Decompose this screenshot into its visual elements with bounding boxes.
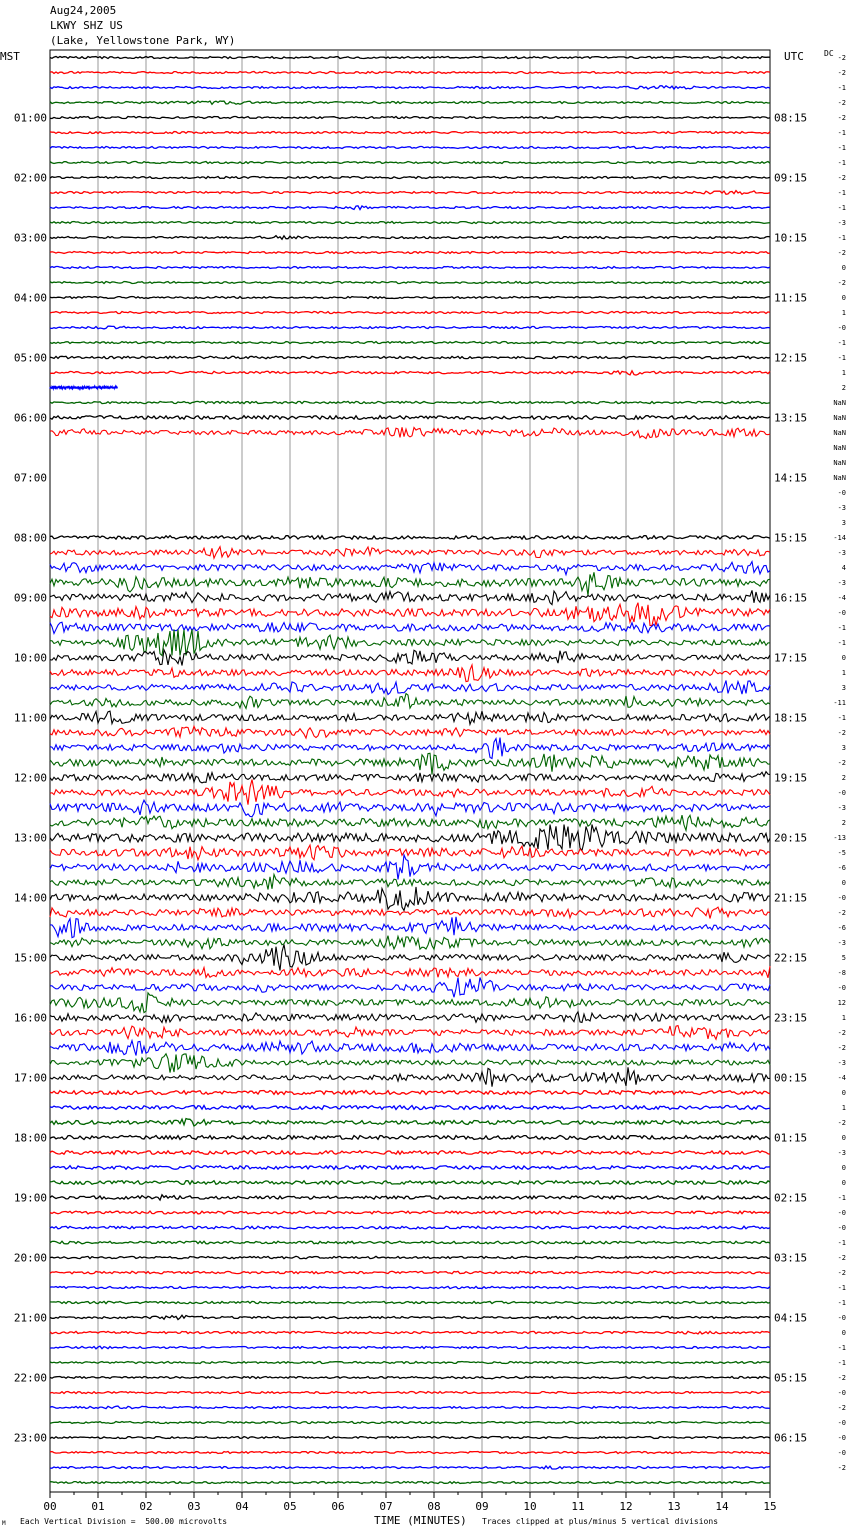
left-hour-label: 06:00	[13, 411, 47, 425]
dc-offset-label: 0	[841, 294, 846, 302]
dc-offset-label: -2	[837, 54, 846, 62]
x-tick-label: 08	[427, 1500, 441, 1513]
dc-offset-label: 0	[841, 654, 846, 662]
x-tick-label: 01	[91, 1500, 105, 1513]
left-hour-label: 11:00	[13, 711, 47, 725]
dc-column-label: DC	[824, 49, 834, 58]
trace-line	[50, 132, 770, 134]
trace-line	[50, 978, 770, 998]
dc-offset-label: -1	[837, 129, 846, 137]
trace-line	[50, 711, 770, 724]
trace-line	[50, 726, 770, 738]
right-hour-label: 13:15	[774, 411, 808, 425]
trace-line	[50, 1286, 770, 1288]
right-hour-label: 16:15	[774, 591, 808, 605]
dc-offset-label: -0	[837, 1419, 846, 1427]
left-hour-label: 19:00	[13, 1191, 47, 1205]
right-hour-label: 01:15	[774, 1131, 808, 1145]
trace-line	[50, 966, 770, 978]
dc-offset-label: 0	[841, 1134, 846, 1142]
trace-line	[50, 1331, 770, 1334]
trace-line	[50, 191, 770, 195]
dc-offset-label: -1	[837, 1359, 846, 1367]
left-hour-label: 23:00	[13, 1431, 47, 1445]
dc-offset-label: -0	[837, 1434, 846, 1442]
trace-line	[50, 147, 770, 149]
trace-line	[50, 252, 770, 254]
trace-line	[50, 603, 770, 626]
trace-line	[50, 1026, 770, 1040]
seismic-traces	[50, 57, 770, 1484]
dc-offset-label: -6	[837, 924, 846, 932]
trace-line	[50, 356, 770, 358]
trace-line	[50, 1181, 770, 1185]
trace-line	[50, 117, 770, 119]
trace-line	[50, 1041, 770, 1056]
dc-offset-label: -0	[837, 1389, 846, 1397]
trace-line	[50, 1195, 770, 1200]
x-tick-label: 11	[571, 1500, 585, 1513]
left-timezone-label: MST	[0, 50, 20, 63]
trace-line	[50, 267, 770, 269]
right-hour-label: 14:15	[774, 471, 808, 485]
trace-line	[50, 907, 770, 918]
trace-line	[50, 1406, 770, 1409]
trace-line	[50, 1377, 770, 1379]
dc-offset-label: NaN	[833, 399, 846, 407]
dc-offset-label: -2	[837, 1044, 846, 1052]
dc-offset-label: -13	[833, 834, 846, 842]
trace-line	[50, 945, 770, 971]
trace-line	[50, 800, 770, 817]
trace-line	[50, 772, 770, 783]
right-hour-label: 18:15	[774, 711, 808, 725]
x-tick-label: 03	[187, 1500, 201, 1513]
trace-line	[50, 162, 770, 164]
trace-line	[50, 206, 770, 210]
left-hour-label: 15:00	[13, 951, 47, 965]
left-hour-label: 16:00	[13, 1011, 47, 1025]
dc-offset-label: -3	[837, 1149, 846, 1157]
dc-offset-label: -2	[837, 909, 846, 917]
dc-offset-label: -0	[837, 609, 846, 617]
trace-line	[50, 815, 770, 830]
trace-line	[50, 1482, 770, 1484]
dc-offset-label: -0	[837, 1224, 846, 1232]
trace-line	[50, 936, 770, 950]
x-tick-label: 04	[235, 1500, 249, 1513]
right-hour-label: 12:15	[774, 351, 808, 365]
right-hour-label: 04:15	[774, 1311, 808, 1325]
dc-offset-label: -8	[837, 969, 846, 977]
dc-offset-label: -11	[833, 699, 846, 707]
dc-offset-label: -3	[837, 549, 846, 557]
dc-offset-label: -1	[837, 84, 846, 92]
left-hour-label: 13:00	[13, 831, 47, 845]
dc-offset-label: -3	[837, 504, 846, 512]
trace-line	[50, 1012, 770, 1023]
dc-offset-label: 0	[841, 879, 846, 887]
trace-line	[50, 1315, 770, 1319]
trace-line	[50, 1067, 770, 1086]
trace-line	[50, 622, 770, 633]
trace-line	[50, 665, 770, 682]
dc-offset-label: -6	[837, 864, 846, 872]
trace-line	[50, 562, 770, 575]
chart-labels	[14, 54, 846, 1513]
dc-offset-label: -2	[837, 1464, 846, 1472]
right-hour-label: 02:15	[774, 1191, 808, 1205]
right-hour-label: 09:15	[774, 171, 808, 185]
dc-offset-label: 0	[841, 1164, 846, 1172]
dc-offset-label: -1	[837, 144, 846, 152]
left-hour-label: 20:00	[13, 1251, 47, 1265]
dc-offset-label: -1	[837, 639, 846, 647]
trace-line	[50, 887, 770, 911]
left-hour-label: 08:00	[13, 531, 47, 545]
trace-line	[50, 1466, 770, 1469]
right-hour-label: 21:15	[774, 891, 808, 905]
left-hour-label: 01:00	[13, 111, 47, 125]
dc-offset-label: 3	[841, 744, 846, 752]
dc-offset-label: -1	[837, 714, 846, 722]
dc-offset-label: NaN	[833, 459, 846, 467]
trace-line	[50, 1346, 770, 1349]
trace-line	[50, 297, 770, 299]
dc-offset-label: -3	[837, 579, 846, 587]
dc-offset-label: -1	[837, 354, 846, 362]
trace-line	[50, 1362, 770, 1364]
left-hour-label: 17:00	[13, 1071, 47, 1085]
dc-offset-label: -4	[837, 1074, 846, 1082]
dc-offset-label: -1	[837, 1344, 846, 1352]
trace-line	[50, 1437, 770, 1439]
right-hour-label: 19:15	[774, 771, 808, 785]
dc-offset-label: NaN	[833, 444, 846, 452]
x-tick-label: 14	[715, 1500, 729, 1513]
trace-line	[50, 312, 770, 314]
header-date: Aug24,2005	[50, 4, 117, 17]
dc-offset-label: 4	[841, 564, 846, 572]
dc-offset-label: -3	[837, 939, 846, 947]
dc-offset-label: -4	[837, 594, 846, 602]
trace-line	[50, 86, 770, 89]
dc-offset-label: NaN	[833, 429, 846, 437]
dc-offset-label: -1	[837, 1239, 846, 1247]
trace-line	[50, 1241, 770, 1244]
trace-line	[50, 590, 770, 604]
x-tick-label: 10	[523, 1500, 537, 1513]
x-tick-label: 07	[379, 1500, 393, 1513]
trace-line	[50, 282, 770, 284]
dc-offset-label: 3	[841, 684, 846, 692]
trace-line	[50, 547, 770, 559]
x-tick-label: 12	[619, 1500, 633, 1513]
dc-offset-label: 0	[841, 1089, 846, 1097]
trace-line	[50, 1166, 770, 1170]
x-tick-label: 13	[667, 1500, 681, 1513]
trace-line	[50, 1106, 770, 1110]
dc-offset-label: -2	[837, 1029, 846, 1037]
dc-offset-label: -2	[837, 1254, 846, 1262]
dc-offset-label: -0	[837, 1209, 846, 1217]
trace-line	[50, 1452, 770, 1454]
x-tick-label: 15	[763, 1500, 777, 1513]
x-tick-label: 05	[283, 1500, 297, 1513]
trace-line	[50, 738, 770, 759]
dc-offset-label: -0	[837, 324, 846, 332]
trace-line	[50, 1256, 770, 1258]
x-axis-title: TIME (MINUTES)	[374, 1514, 467, 1527]
dc-offset-label: -1	[837, 189, 846, 197]
right-hour-label: 23:15	[774, 1011, 808, 1025]
dc-offset-label: -1	[837, 624, 846, 632]
trace-line	[50, 753, 770, 774]
left-hour-label: 09:00	[13, 591, 47, 605]
trace-line	[50, 401, 770, 403]
dc-offset-label: 1	[841, 669, 846, 677]
dc-offset-label: -2	[837, 1404, 846, 1412]
dc-offset-label: 1	[841, 369, 846, 377]
dc-offset-label: -3	[837, 1059, 846, 1067]
dc-offset-label: 0	[841, 1179, 846, 1187]
dc-offset-label: -0	[837, 1449, 846, 1457]
right-timezone-label: UTC	[784, 50, 804, 63]
dc-offset-label: -2	[837, 1374, 846, 1382]
trace-line	[50, 1119, 770, 1126]
left-hour-label: 21:00	[13, 1311, 47, 1325]
trace-line	[50, 780, 770, 805]
trace-line	[50, 1422, 770, 1424]
dc-offset-label: 12	[837, 999, 846, 1007]
trace-line	[50, 1091, 770, 1095]
vertical-division-note: Each Vertical Division = 500.00 microvolts	[20, 1517, 228, 1526]
x-tick-label: 06	[331, 1500, 345, 1513]
dc-offset-label: -2	[837, 759, 846, 767]
trace-line	[50, 1271, 770, 1273]
dc-offset-label: 2	[841, 384, 846, 392]
dc-offset-label: 3	[841, 519, 846, 527]
right-hour-label: 20:15	[774, 831, 808, 845]
trace-line	[50, 1211, 770, 1214]
dc-offset-label: -1	[837, 339, 846, 347]
dc-offset-label: -5	[837, 849, 846, 857]
right-hour-label: 10:15	[774, 231, 808, 245]
dc-offset-label: -2	[837, 99, 846, 107]
right-hour-label: 03:15	[774, 1251, 808, 1265]
dc-offset-label: -0	[837, 894, 846, 902]
trace-line	[50, 342, 770, 344]
left-hour-label: 02:00	[13, 171, 47, 185]
clip-note: Traces clipped at plus/minus 5 vertical divisions	[482, 1517, 719, 1526]
trace-line	[50, 371, 770, 375]
trace-line	[50, 855, 770, 880]
left-hour-label: 03:00	[13, 231, 47, 245]
trace-line	[50, 222, 770, 224]
dc-offset-label: -0	[837, 489, 846, 497]
dc-offset-label: -2	[837, 729, 846, 737]
corner-mark: M	[2, 1520, 6, 1527]
right-hour-label: 15:15	[774, 531, 808, 545]
dc-offset-label: 2	[841, 774, 846, 782]
trace-line	[50, 825, 770, 851]
trace-line	[50, 326, 770, 329]
dc-offset-label: -1	[837, 1299, 846, 1307]
trace-line	[50, 650, 770, 666]
trace-line	[50, 72, 770, 74]
trace-line	[50, 993, 770, 1013]
dc-offset-label: -0	[837, 984, 846, 992]
dc-offset-label: -2	[837, 69, 846, 77]
trace-line	[50, 1136, 770, 1140]
trace-line	[50, 1151, 770, 1155]
trace-line	[50, 416, 770, 420]
trace-line	[50, 427, 770, 438]
right-hour-label: 22:15	[774, 951, 808, 965]
trace-line	[50, 694, 770, 709]
dc-offset-label: -14	[833, 534, 846, 542]
left-hour-label: 14:00	[13, 891, 47, 905]
dc-offset-label: -2	[837, 249, 846, 257]
x-tick-label: 02	[139, 1500, 153, 1513]
dc-offset-label: -2	[837, 174, 846, 182]
dc-offset-label: NaN	[833, 474, 846, 482]
trace-line	[50, 1301, 770, 1303]
trace-line	[50, 845, 770, 860]
left-hour-label: 22:00	[13, 1371, 47, 1385]
left-hour-label: 12:00	[13, 771, 47, 785]
trace-line	[50, 681, 770, 695]
trace-line	[50, 236, 770, 240]
dc-offset-label: 0	[841, 1329, 846, 1337]
right-hour-label: 00:15	[774, 1071, 808, 1085]
left-hour-label: 10:00	[13, 651, 47, 665]
dc-offset-label: -0	[837, 1314, 846, 1322]
x-tick-label: 00	[43, 1500, 57, 1513]
dc-offset-label: -0	[837, 789, 846, 797]
dc-offset-label: -3	[837, 804, 846, 812]
dc-offset-label: -1	[837, 204, 846, 212]
left-hour-label: 18:00	[13, 1131, 47, 1145]
trace-line	[50, 1226, 770, 1229]
trace-line	[50, 101, 770, 104]
dc-offset-label: 1	[841, 1014, 846, 1022]
left-hour-label: 05:00	[13, 351, 47, 365]
dc-offset-label: NaN	[833, 414, 846, 422]
dc-offset-label: -2	[837, 1269, 846, 1277]
right-hour-label: 05:15	[774, 1371, 808, 1385]
dc-offset-label: -3	[837, 219, 846, 227]
dc-offset-label: -1	[837, 234, 846, 242]
header-station: LKWY SHZ US	[50, 19, 123, 32]
dc-offset-label: -1	[837, 1194, 846, 1202]
dc-offset-label: -1	[837, 1284, 846, 1292]
dc-offset-label: 1	[841, 309, 846, 317]
right-hour-label: 06:15	[774, 1431, 808, 1445]
trace-line	[50, 536, 770, 540]
trace-line	[50, 572, 770, 595]
dc-offset-label: 0	[841, 264, 846, 272]
trace-line	[50, 917, 770, 938]
right-hour-label: 08:15	[774, 111, 808, 125]
trace-line	[50, 386, 117, 388]
dc-offset-label: -2	[837, 279, 846, 287]
right-hour-label: 17:15	[774, 651, 808, 665]
dc-offset-label: -1	[837, 159, 846, 167]
dc-offset-label: -2	[837, 114, 846, 122]
trace-line	[50, 1392, 770, 1394]
trace-line	[50, 177, 770, 179]
trace-line	[50, 57, 770, 59]
right-hour-label: 11:15	[774, 291, 808, 305]
left-hour-label: 04:00	[13, 291, 47, 305]
trace-line	[50, 1054, 770, 1073]
trace-line	[50, 630, 770, 656]
left-hour-label: 07:00	[13, 471, 47, 485]
header-location: (Lake, Yellowstone Park, WY)	[50, 34, 236, 47]
dc-offset-label: -2	[837, 1119, 846, 1127]
dc-offset-label: 5	[841, 954, 846, 962]
dc-offset-label: 1	[841, 1104, 846, 1112]
x-tick-label: 09	[475, 1500, 489, 1513]
dc-offset-label: 2	[841, 819, 846, 827]
